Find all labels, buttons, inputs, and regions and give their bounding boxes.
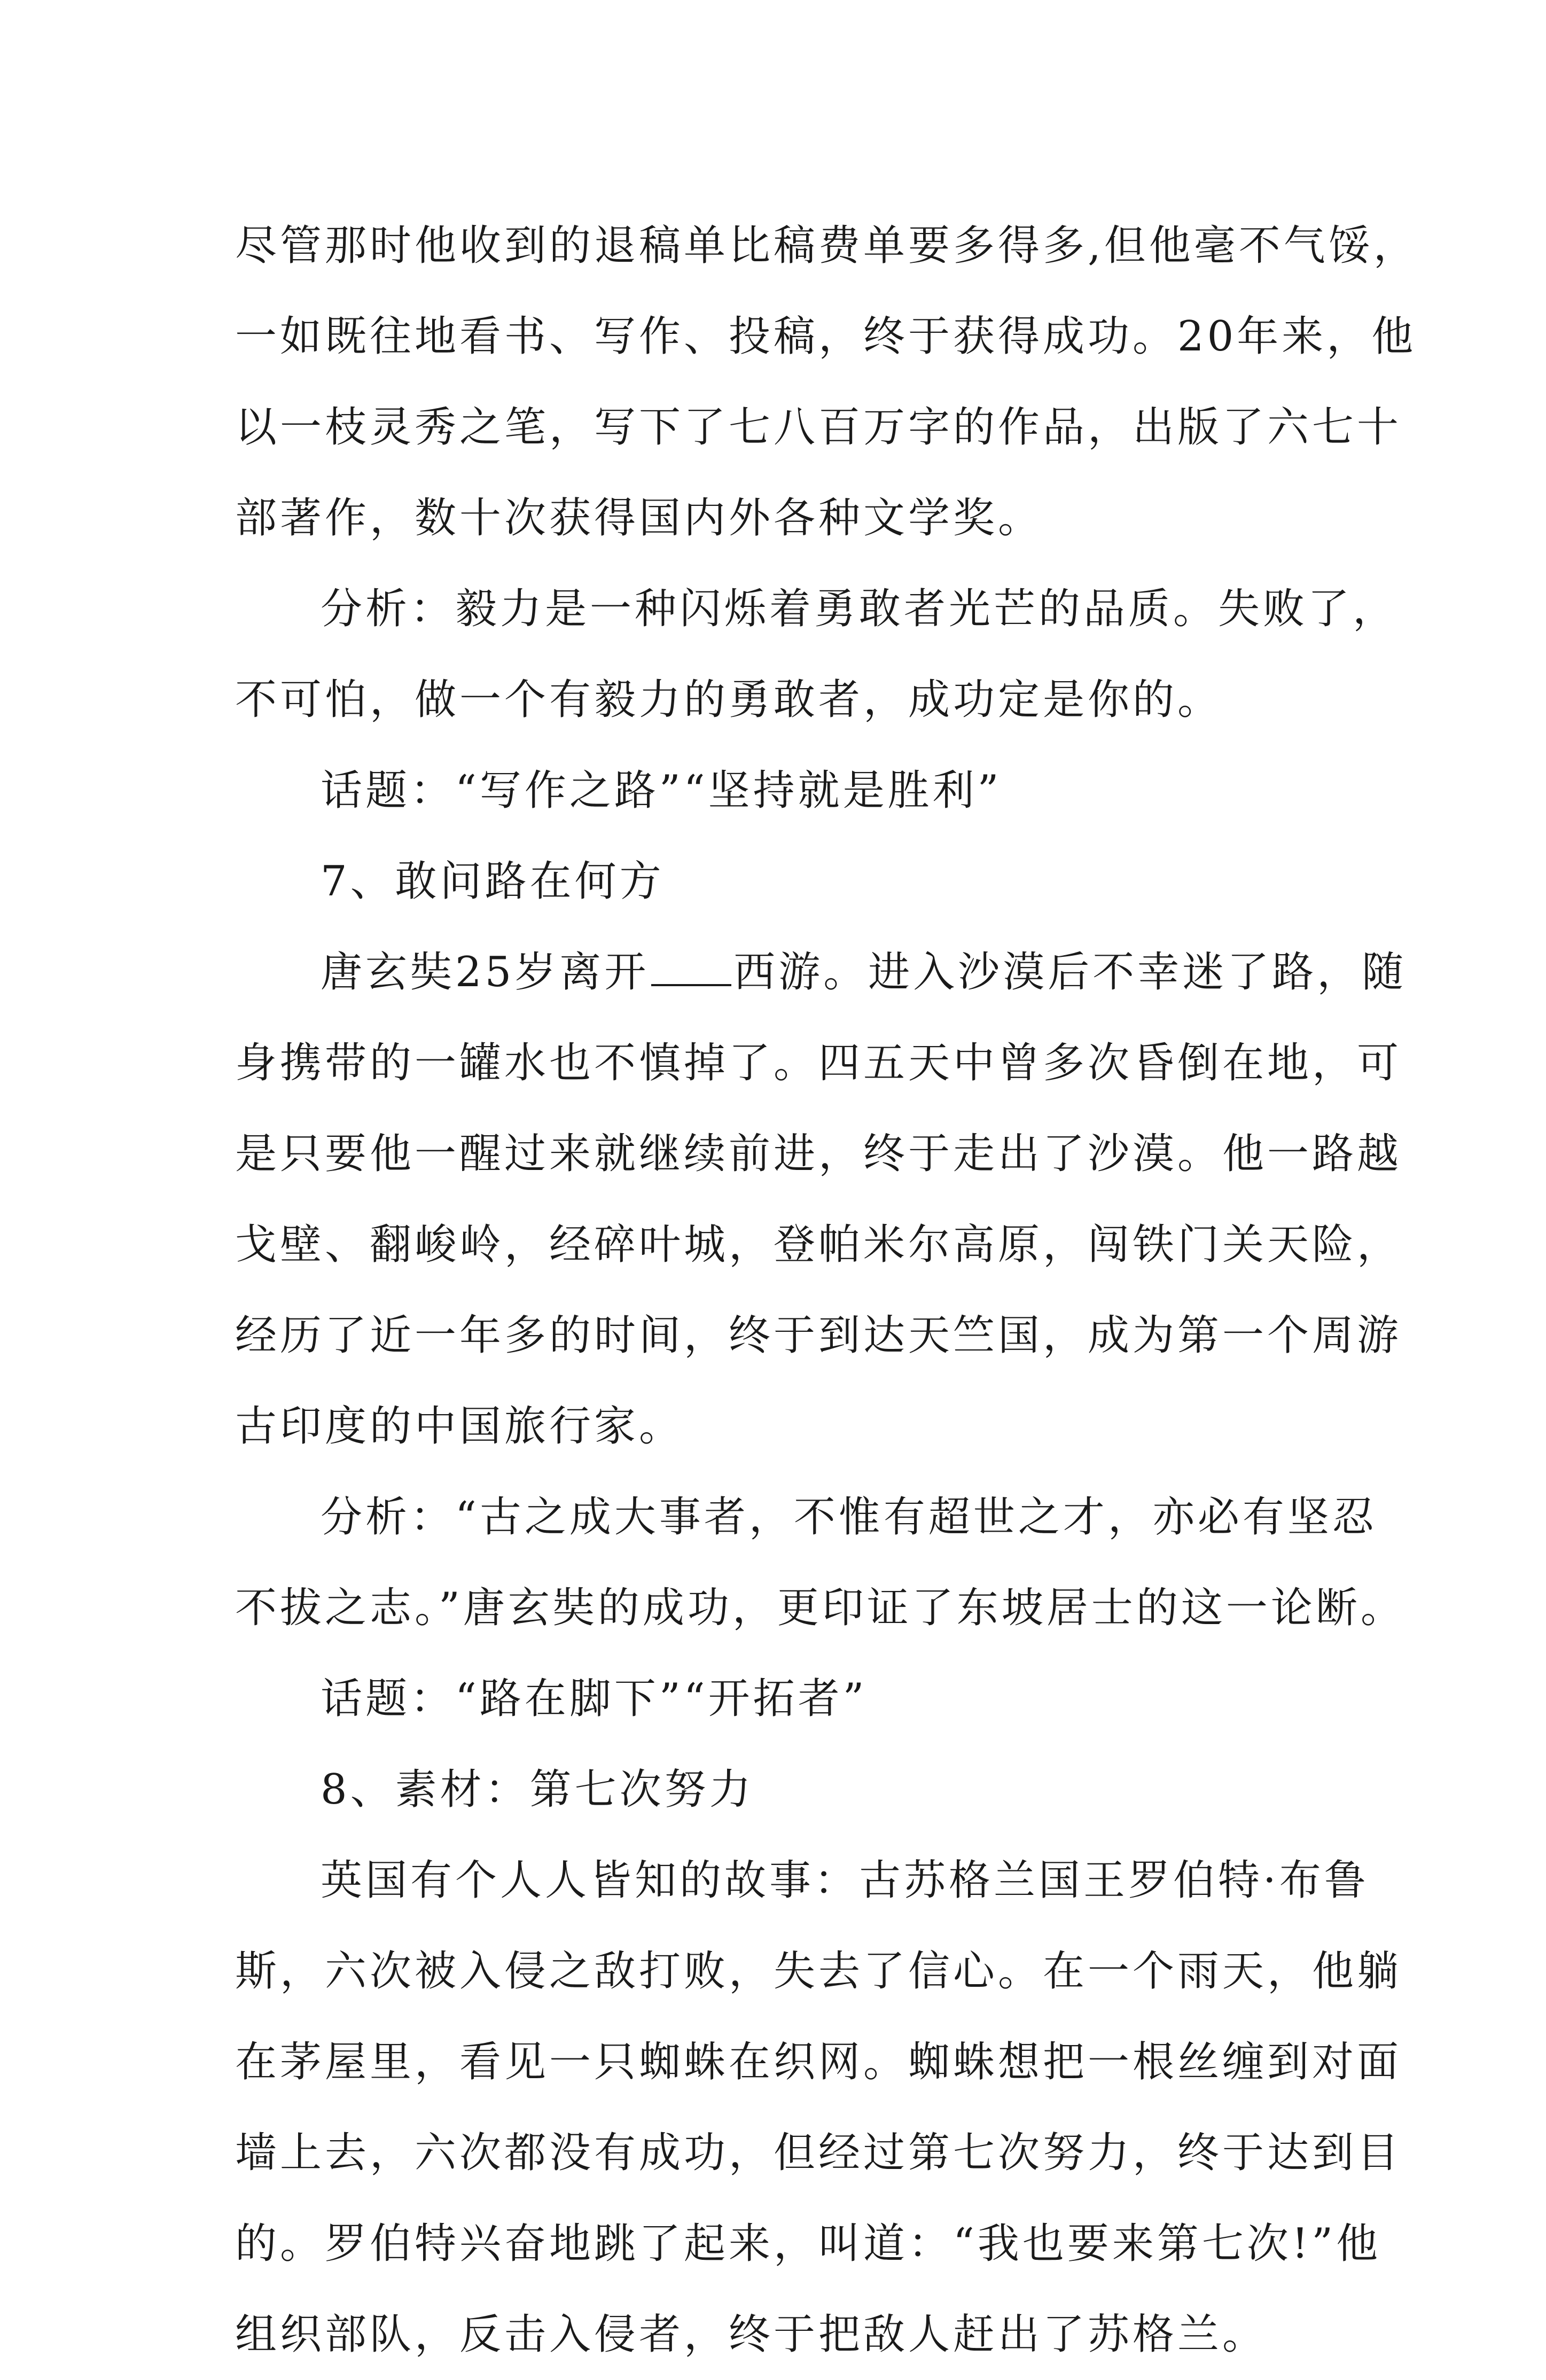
- paragraph-line: 墙上去，六次都没有成功，但经过第七次努力，终于达到目: [235, 2129, 1402, 2177]
- analysis-line: 分析：“古之成大事者，不惟有超世之才，亦必有坚忍: [321, 1493, 1377, 1541]
- paragraph-line: 一如既往地看书、写作、投稿，终于获得成功。20年来，他: [235, 313, 1417, 361]
- analysis-line: 分析：毅力是一种闪烁着勇敢者光芒的品质。失败了，: [321, 585, 1398, 633]
- text-after-blank: 西游。进入沙漠后不幸迷了路，随: [733, 948, 1407, 996]
- topic-line: 话题：“写作之路”“坚持就是胜利”: [321, 767, 1002, 815]
- paragraph-line: 古印度的中国旅行家。: [235, 1402, 684, 1450]
- paragraph-line: 英国有个人人皆知的故事：古苏格兰国王罗伯特·布鲁: [321, 1856, 1369, 1905]
- paragraph-line: 斯，六次被入侵之敌打败，失去了信心。在一个雨天，他躺: [235, 1947, 1402, 1995]
- paragraph-line: 在茅屋里，看见一只蜘蛛在织网。蜘蛛想把一根丝缠到对面: [235, 2038, 1402, 2086]
- paragraph-line: 身携带的一罐水也不慎掉了。四五天中曾多次昏倒在地，可: [235, 1039, 1402, 1087]
- analysis-line: 不可怕，做一个有毅力的勇敢者，成功定是你的。: [235, 676, 1223, 724]
- section-heading: 7、敢问路在何方: [321, 857, 665, 906]
- text-before-blank: 唐玄奘25岁离开: [321, 948, 650, 996]
- paragraph-line: 的。罗伯特兴奋地跳了起来，叫道：“我也要来第七次!”他: [235, 2220, 1381, 2268]
- paragraph-line: 组织部队，反击入侵者，终于把敌人赶出了苏格兰。: [235, 2311, 1268, 2359]
- paragraph-line: 尽管那时他收到的退稿单比稿费单要多得多,但他毫不气馁，: [235, 222, 1418, 270]
- paragraph-line: 部著作，数十次获得国内外各种文学奖。: [235, 494, 1043, 542]
- paragraph-line: 经历了近一年多的时间，终于到达天竺国，成为第一个周游: [235, 1312, 1402, 1360]
- section-heading: 8、素材：第七次努力: [321, 1766, 754, 1814]
- topic-line: 话题：“路在脚下”“开拓者”: [321, 1675, 868, 1723]
- fill-in-blank: [651, 952, 731, 986]
- paragraph-line: [235, 927, 1407, 1018]
- analysis-line: 不拔之志。”唐玄奘的成功，更印证了东坡居士的这一论断。: [235, 1584, 1406, 1632]
- paragraph-line: 以一枝灵秀之笔，写下了七八百万字的作品，出版了六七十: [235, 403, 1402, 451]
- paragraph-line: 戈壁、翻峻岭，经碎叶城，登帕米尔高原，闯铁门关天险，: [235, 1221, 1402, 1269]
- paragraph-line: 是只要他一醒过来就继续前进，终于走出了沙漠。他一路越: [235, 1130, 1402, 1178]
- document-body: [235, 200, 1418, 2380]
